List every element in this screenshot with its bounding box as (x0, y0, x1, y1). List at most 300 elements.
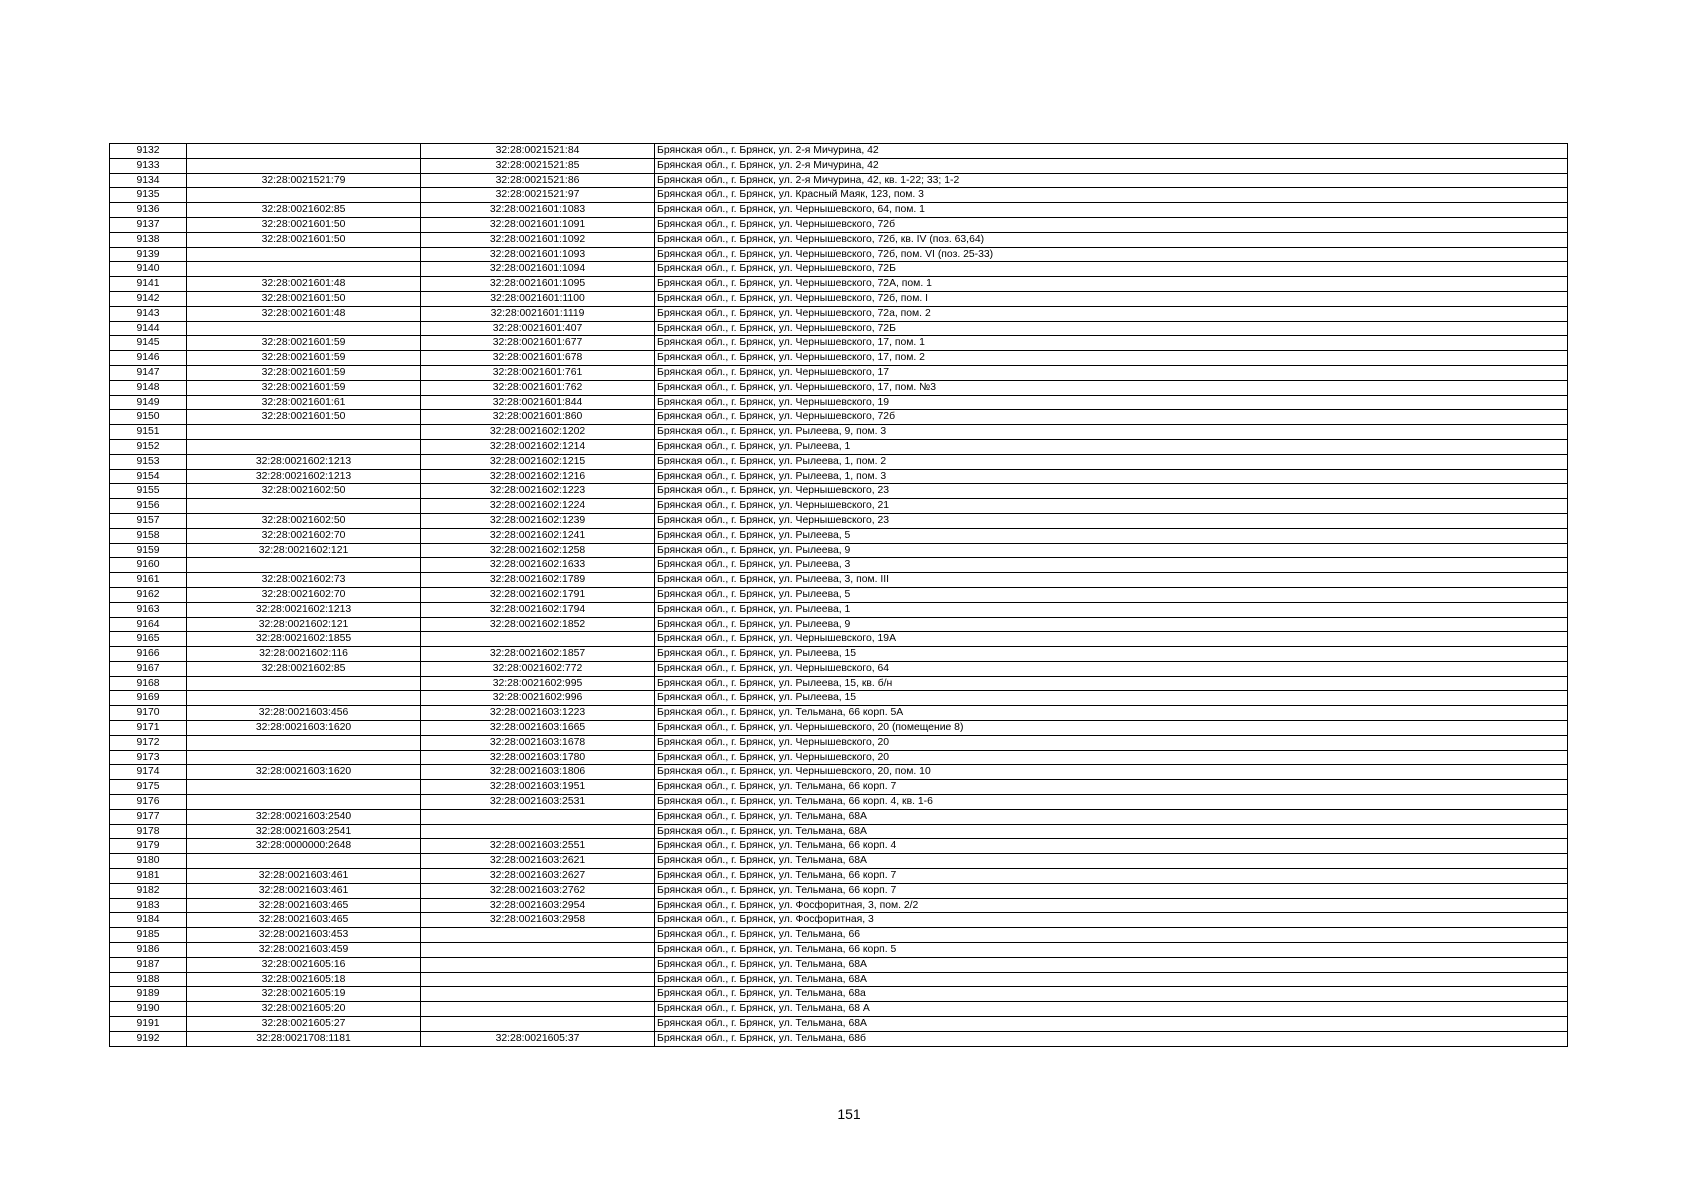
table-row (110, 721, 1568, 736)
cadastral-number-b-cell: 32:28:0021603:2762 (421, 883, 655, 898)
cadastral-number-a-cell: 32:28:0021603:459 (187, 943, 421, 958)
cadastral-number-a-cell (187, 735, 421, 750)
cadastral-number-a-cell: 32:28:0021602:73 (187, 573, 421, 588)
address-cell: Брянская обл., г. Брянск, ул. Чернышевского, 72б (655, 217, 1568, 232)
table-row (110, 395, 1568, 410)
table-row (110, 144, 1568, 159)
cadastral-number-b-cell (421, 943, 655, 958)
table-row (110, 1002, 1568, 1017)
row-number-cell: 9150 (110, 410, 187, 425)
table-row (110, 203, 1568, 218)
cadastral-number-b-cell: 32:28:0021603:2958 (421, 913, 655, 928)
address-cell: Брянская обл., г. Брянск, ул. Тельмана, 68А (655, 957, 1568, 972)
address-cell: Брянская обл., г. Брянск, ул. Тельмана, 68А (655, 972, 1568, 987)
row-number-cell: 9186 (110, 943, 187, 958)
address-cell: Брянская обл., г. Брянск, ул. Чернышевского, 72б, пом. I (655, 291, 1568, 306)
table-row (110, 484, 1568, 499)
cadastral-number-a-cell (187, 499, 421, 514)
row-number-cell: 9163 (110, 602, 187, 617)
cadastral-number-b-cell: 32:28:0021602:1216 (421, 469, 655, 484)
cadastral-number-a-cell: 32:28:0021603:465 (187, 913, 421, 928)
address-cell: Брянская обл., г. Брянск, ул. Чернышевского, 20 (655, 750, 1568, 765)
table-row (110, 277, 1568, 292)
address-cell: Брянская обл., г. Брянск, ул. Рылеева, 9, пом. 3 (655, 425, 1568, 440)
cadastral-number-b-cell: 32:28:0021602:995 (421, 676, 655, 691)
table-row (110, 188, 1568, 203)
cadastral-number-a-cell: 32:28:0021601:48 (187, 306, 421, 321)
cadastral-number-b-cell: 32:28:0021602:1789 (421, 573, 655, 588)
address-cell: Брянская обл., г. Брянск, ул. Чернышевского, 19 (655, 395, 1568, 410)
address-cell: Брянская обл., г. Брянск, ул. Чернышевского, 64 (655, 661, 1568, 676)
cadastral-number-b-cell: 32:28:0021601:844 (421, 395, 655, 410)
row-number-cell: 9156 (110, 499, 187, 514)
cadastral-number-b-cell (421, 972, 655, 987)
cadastral-number-a-cell: 32:28:0021602:1213 (187, 454, 421, 469)
row-number-cell: 9145 (110, 336, 187, 351)
cadastral-number-a-cell: 32:28:0021605:19 (187, 987, 421, 1002)
registry-table (109, 143, 1568, 1047)
row-number-cell: 9164 (110, 617, 187, 632)
table-row (110, 824, 1568, 839)
cadastral-number-b-cell: 32:28:0021603:2621 (421, 854, 655, 869)
registry-table-body (110, 144, 1568, 1047)
row-number-cell: 9175 (110, 780, 187, 795)
cadastral-number-a-cell: 32:28:0021601:59 (187, 380, 421, 395)
row-number-cell: 9135 (110, 188, 187, 203)
table-row (110, 839, 1568, 854)
cadastral-number-a-cell: 32:28:0021601:59 (187, 351, 421, 366)
cadastral-number-b-cell: 32:28:0021603:2531 (421, 795, 655, 810)
row-number-cell: 9141 (110, 277, 187, 292)
row-number-cell: 9173 (110, 750, 187, 765)
row-number-cell: 9153 (110, 454, 187, 469)
cadastral-number-a-cell: 32:28:0021602:1855 (187, 632, 421, 647)
table-row (110, 854, 1568, 869)
cadastral-number-b-cell: 32:28:0021601:762 (421, 380, 655, 395)
cadastral-number-b-cell: 32:28:0021603:1665 (421, 721, 655, 736)
row-number-cell: 9192 (110, 1031, 187, 1046)
address-cell: Брянская обл., г. Брянск, ул. Фосфоритная, 3 (655, 913, 1568, 928)
cadastral-number-a-cell: 32:28:0021601:50 (187, 410, 421, 425)
address-cell: Брянская обл., г. Брянск, ул. Рылеева, 5 (655, 587, 1568, 602)
table-row (110, 543, 1568, 558)
table-row (110, 957, 1568, 972)
table-row (110, 439, 1568, 454)
table-row (110, 661, 1568, 676)
row-number-cell: 9151 (110, 425, 187, 440)
cadastral-number-a-cell (187, 439, 421, 454)
row-number-cell: 9179 (110, 839, 187, 854)
row-number-cell: 9134 (110, 173, 187, 188)
row-number-cell: 9170 (110, 706, 187, 721)
table-row (110, 573, 1568, 588)
cadastral-number-a-cell: 32:28:0021603:2540 (187, 809, 421, 824)
cadastral-number-a-cell: 32:28:0021602:70 (187, 587, 421, 602)
cadastral-number-a-cell: 32:28:0021602:85 (187, 203, 421, 218)
row-number-cell: 9166 (110, 647, 187, 662)
table-row (110, 351, 1568, 366)
cadastral-number-a-cell: 32:28:0021603:453 (187, 928, 421, 943)
cadastral-number-a-cell: 32:28:0021603:461 (187, 869, 421, 884)
table-row (110, 558, 1568, 573)
address-cell: Брянская обл., г. Брянск, ул. Чернышевского, 20 (помещение 8) (655, 721, 1568, 736)
row-number-cell: 9169 (110, 691, 187, 706)
row-number-cell: 9189 (110, 987, 187, 1002)
cadastral-number-a-cell (187, 691, 421, 706)
address-cell: Брянская обл., г. Брянск, ул. Рылеева, 15 (655, 647, 1568, 662)
row-number-cell: 9142 (110, 291, 187, 306)
cadastral-number-a-cell (187, 247, 421, 262)
row-number-cell: 9147 (110, 365, 187, 380)
row-number-cell: 9140 (110, 262, 187, 277)
cadastral-number-b-cell: 32:28:0021601:1092 (421, 232, 655, 247)
cadastral-number-b-cell: 32:28:0021601:860 (421, 410, 655, 425)
cadastral-number-a-cell (187, 262, 421, 277)
cadastral-number-b-cell: 32:28:0021605:37 (421, 1031, 655, 1046)
table-row (110, 735, 1568, 750)
cadastral-number-a-cell (187, 795, 421, 810)
cadastral-number-b-cell: 32:28:0021602:1633 (421, 558, 655, 573)
row-number-cell: 9146 (110, 351, 187, 366)
row-number-cell: 9154 (110, 469, 187, 484)
page-number: 151 (837, 1106, 861, 1122)
cadastral-number-a-cell (187, 158, 421, 173)
address-cell: Брянская обл., г. Брянск, ул. Тельмана, 66 корп. 4 (655, 839, 1568, 854)
cadastral-number-b-cell: 32:28:0021602:1857 (421, 647, 655, 662)
cadastral-number-a-cell: 32:28:0021601:59 (187, 336, 421, 351)
table-row (110, 928, 1568, 943)
address-cell: Брянская обл., г. Брянск, ул. Рылеева, 3, пом. III (655, 573, 1568, 588)
cadastral-number-a-cell: 32:28:0021601:50 (187, 232, 421, 247)
address-cell: Брянская обл., г. Брянск, ул. Чернышевского, 72б, кв. IV (поз. 63,64) (655, 232, 1568, 247)
cadastral-number-b-cell (421, 809, 655, 824)
cadastral-number-b-cell: 32:28:0021601:1095 (421, 277, 655, 292)
address-cell: Брянская обл., г. Брянск, ул. Тельмана, 66 корп. 7 (655, 869, 1568, 884)
cadastral-number-a-cell: 32:28:0021601:59 (187, 365, 421, 380)
address-cell: Брянская обл., г. Брянск, ул. Чернышевского, 72а, пом. 2 (655, 306, 1568, 321)
cadastral-number-b-cell: 32:28:0021602:1239 (421, 513, 655, 528)
table-row (110, 336, 1568, 351)
row-number-cell: 9185 (110, 928, 187, 943)
cadastral-number-a-cell (187, 780, 421, 795)
row-number-cell: 9161 (110, 573, 187, 588)
cadastral-number-b-cell (421, 987, 655, 1002)
cadastral-number-b-cell: 32:28:0021603:1780 (421, 750, 655, 765)
address-cell: Брянская обл., г. Брянск, ул. Рылеева, 1 (655, 439, 1568, 454)
row-number-cell: 9184 (110, 913, 187, 928)
cadastral-number-a-cell: 32:28:0021601:48 (187, 277, 421, 292)
cadastral-number-b-cell: 32:28:0021521:84 (421, 144, 655, 159)
cadastral-number-a-cell: 32:28:0021605:20 (187, 1002, 421, 1017)
table-row (110, 691, 1568, 706)
cadastral-number-b-cell: 32:28:0021601:1100 (421, 291, 655, 306)
cadastral-number-b-cell: 32:28:0021601:677 (421, 336, 655, 351)
address-cell: Брянская обл., г. Брянск, ул. Рылеева, 1 (655, 602, 1568, 617)
cadastral-number-b-cell: 32:28:0021602:772 (421, 661, 655, 676)
cadastral-number-b-cell: 32:28:0021602:1852 (421, 617, 655, 632)
row-number-cell: 9177 (110, 809, 187, 824)
table-row (110, 217, 1568, 232)
cadastral-number-b-cell: 32:28:0021601:1093 (421, 247, 655, 262)
row-number-cell: 9165 (110, 632, 187, 647)
cadastral-number-a-cell (187, 321, 421, 336)
cadastral-number-a-cell: 32:28:0021603:465 (187, 898, 421, 913)
cadastral-number-b-cell: 32:28:0021602:1215 (421, 454, 655, 469)
table-row (110, 410, 1568, 425)
cadastral-number-a-cell (187, 750, 421, 765)
address-cell: Брянская обл., г. Брянск, ул. Рылеева, 1, пом. 3 (655, 469, 1568, 484)
row-number-cell: 9143 (110, 306, 187, 321)
address-cell: Брянская обл., г. Брянск, ул. 2-я Мичурина, 42, кв. 1-22; 33; 1-2 (655, 173, 1568, 188)
cadastral-number-a-cell: 32:28:0021602:1213 (187, 469, 421, 484)
row-number-cell: 9137 (110, 217, 187, 232)
cadastral-number-a-cell: 32:28:0021602:50 (187, 484, 421, 499)
row-number-cell: 9144 (110, 321, 187, 336)
address-cell: Брянская обл., г. Брянск, ул. Чернышевского, 21 (655, 499, 1568, 514)
table-row (110, 750, 1568, 765)
address-cell: Брянская обл., г. Брянск, ул. Тельмана, 68А (655, 1017, 1568, 1032)
cadastral-number-b-cell: 32:28:0021602:1241 (421, 528, 655, 543)
cadastral-number-b-cell: 32:28:0021603:1678 (421, 735, 655, 750)
cadastral-number-b-cell: 32:28:0021602:1214 (421, 439, 655, 454)
cadastral-number-a-cell (187, 425, 421, 440)
cadastral-number-b-cell: 32:28:0021601:1094 (421, 262, 655, 277)
cadastral-number-b-cell: 32:28:0021521:85 (421, 158, 655, 173)
cadastral-number-b-cell: 32:28:0021602:996 (421, 691, 655, 706)
address-cell: Брянская обл., г. Брянск, ул. Рылеева, 9 (655, 543, 1568, 558)
table-row (110, 1017, 1568, 1032)
row-number-cell: 9167 (110, 661, 187, 676)
address-cell: Брянская обл., г. Брянск, ул. Тельмана, 66 корп. 5А (655, 706, 1568, 721)
cadastral-number-b-cell: 32:28:0021601:761 (421, 365, 655, 380)
address-cell: Брянская обл., г. Брянск, ул. Рылеева, 1, пом. 2 (655, 454, 1568, 469)
cadastral-number-b-cell: 32:28:0021603:1951 (421, 780, 655, 795)
address-cell: Брянская обл., г. Брянск, ул. Тельмана, 68А (655, 854, 1568, 869)
table-row (110, 676, 1568, 691)
table-row (110, 321, 1568, 336)
cadastral-number-a-cell: 32:28:0021603:1620 (187, 721, 421, 736)
address-cell: Брянская обл., г. Брянск, ул. Чернышевского, 23 (655, 484, 1568, 499)
table-row (110, 883, 1568, 898)
table-row (110, 972, 1568, 987)
address-cell: Брянская обл., г. Брянск, ул. Тельмана, 68б (655, 1031, 1568, 1046)
address-cell: Брянская обл., г. Брянск, ул. Чернышевского, 64, пом. 1 (655, 203, 1568, 218)
row-number-cell: 9148 (110, 380, 187, 395)
cadastral-number-b-cell: 32:28:0021602:1791 (421, 587, 655, 602)
cadastral-number-b-cell: 32:28:0021603:1223 (421, 706, 655, 721)
cadastral-number-b-cell: 32:28:0021603:1806 (421, 765, 655, 780)
table-row (110, 291, 1568, 306)
table-row (110, 1031, 1568, 1046)
table-row (110, 528, 1568, 543)
row-number-cell: 9178 (110, 824, 187, 839)
table-row (110, 795, 1568, 810)
cadastral-number-a-cell: 32:28:0021708:1181 (187, 1031, 421, 1046)
cadastral-number-a-cell: 32:28:0021603:1620 (187, 765, 421, 780)
table-row (110, 913, 1568, 928)
cadastral-number-b-cell (421, 632, 655, 647)
address-cell: Брянская обл., г. Брянск, ул. Чернышевского, 20 (655, 735, 1568, 750)
row-number-cell: 9182 (110, 883, 187, 898)
cadastral-number-b-cell (421, 928, 655, 943)
row-number-cell: 9181 (110, 869, 187, 884)
table-row (110, 262, 1568, 277)
address-cell: Брянская обл., г. Брянск, ул. Чернышевского, 72б, пом. VI (поз. 25-33) (655, 247, 1568, 262)
row-number-cell: 9155 (110, 484, 187, 499)
row-number-cell: 9138 (110, 232, 187, 247)
cadastral-number-a-cell: 32:28:0021602:85 (187, 661, 421, 676)
address-cell: Брянская обл., г. Брянск, ул. Чернышевского, 17 (655, 365, 1568, 380)
table-row (110, 617, 1568, 632)
cadastral-number-b-cell: 32:28:0021601:678 (421, 351, 655, 366)
row-number-cell: 9176 (110, 795, 187, 810)
table-row (110, 380, 1568, 395)
table-row (110, 425, 1568, 440)
table-row (110, 158, 1568, 173)
address-cell: Брянская обл., г. Брянск, ул. Рылеева, 5 (655, 528, 1568, 543)
address-cell: Брянская обл., г. Брянск, ул. Тельмана, 68а (655, 987, 1568, 1002)
row-number-cell: 9183 (110, 898, 187, 913)
row-number-cell: 9133 (110, 158, 187, 173)
row-number-cell: 9172 (110, 735, 187, 750)
address-cell: Брянская обл., г. Брянск, ул. Рылеева, 15, кв. б/н (655, 676, 1568, 691)
table-row (110, 454, 1568, 469)
address-cell: Брянская обл., г. Брянск, ул. Тельмана, 66 корп. 5 (655, 943, 1568, 958)
cadastral-number-a-cell: 32:28:0021605:27 (187, 1017, 421, 1032)
address-cell: Брянская обл., г. Брянск, ул. Чернышевского, 72б (655, 410, 1568, 425)
table-row (110, 706, 1568, 721)
row-number-cell: 9174 (110, 765, 187, 780)
table-row (110, 469, 1568, 484)
cadastral-number-a-cell: 32:28:0021603:461 (187, 883, 421, 898)
table-row (110, 173, 1568, 188)
cadastral-number-a-cell (187, 144, 421, 159)
table-row (110, 898, 1568, 913)
address-cell: Брянская обл., г. Брянск, ул. Рылеева, 3 (655, 558, 1568, 573)
cadastral-number-b-cell (421, 824, 655, 839)
table-row (110, 306, 1568, 321)
address-cell: Брянская обл., г. Брянск, ул. Рылеева, 9 (655, 617, 1568, 632)
table-row (110, 987, 1568, 1002)
address-cell: Брянская обл., г. Брянск, ул. Тельмана, 66 корп. 7 (655, 883, 1568, 898)
table-row (110, 499, 1568, 514)
cadastral-number-a-cell (187, 188, 421, 203)
table-row (110, 232, 1568, 247)
cadastral-number-b-cell: 32:28:0021602:1223 (421, 484, 655, 499)
row-number-cell: 9168 (110, 676, 187, 691)
cadastral-number-a-cell: 32:28:0021602:121 (187, 617, 421, 632)
table-row (110, 869, 1568, 884)
row-number-cell: 9180 (110, 854, 187, 869)
cadastral-number-b-cell: 32:28:0021601:1119 (421, 306, 655, 321)
row-number-cell: 9139 (110, 247, 187, 262)
cadastral-number-b-cell: 32:28:0021601:1091 (421, 217, 655, 232)
address-cell: Брянская обл., г. Брянск, ул. Рылеева, 15 (655, 691, 1568, 706)
address-cell: Брянская обл., г. Брянск, ул. Тельмана, 66 корп. 4, кв. 1-6 (655, 795, 1568, 810)
row-number-cell: 9132 (110, 144, 187, 159)
table-row (110, 809, 1568, 824)
cadastral-number-b-cell: 32:28:0021603:2551 (421, 839, 655, 854)
cadastral-number-b-cell: 32:28:0021601:1083 (421, 203, 655, 218)
address-cell: Брянская обл., г. Брянск, ул. Тельмана, 68 А (655, 1002, 1568, 1017)
row-number-cell: 9159 (110, 543, 187, 558)
table-row (110, 647, 1568, 662)
row-number-cell: 9152 (110, 439, 187, 454)
cadastral-number-b-cell (421, 957, 655, 972)
cadastral-number-a-cell: 32:28:0021601:50 (187, 217, 421, 232)
cadastral-number-a-cell (187, 854, 421, 869)
cadastral-number-b-cell: 32:28:0021602:1258 (421, 543, 655, 558)
cadastral-number-b-cell: 32:28:0021602:1224 (421, 499, 655, 514)
cadastral-number-a-cell: 32:28:0021603:456 (187, 706, 421, 721)
address-cell: Брянская обл., г. Брянск, ул. 2-я Мичурина, 42 (655, 144, 1568, 159)
cadastral-number-a-cell: 32:28:0021601:50 (187, 291, 421, 306)
cadastral-number-a-cell: 32:28:0021602:121 (187, 543, 421, 558)
table-row (110, 632, 1568, 647)
cadastral-number-a-cell: 32:28:0021602:1213 (187, 602, 421, 617)
cadastral-number-b-cell: 32:28:0021521:86 (421, 173, 655, 188)
row-number-cell: 9157 (110, 513, 187, 528)
row-number-cell: 9188 (110, 972, 187, 987)
address-cell: Брянская обл., г. Брянск, ул. Тельмана, 66 (655, 928, 1568, 943)
cadastral-number-a-cell: 32:28:0021605:18 (187, 972, 421, 987)
row-number-cell: 9187 (110, 957, 187, 972)
cadastral-number-b-cell: 32:28:0021521:97 (421, 188, 655, 203)
cadastral-number-b-cell: 32:28:0021602:1794 (421, 602, 655, 617)
cadastral-number-b-cell (421, 1002, 655, 1017)
table-row (110, 587, 1568, 602)
address-cell: Брянская обл., г. Брянск, ул. Красный Маяк, 123, пом. 3 (655, 188, 1568, 203)
row-number-cell: 9160 (110, 558, 187, 573)
address-cell: Брянская обл., г. Брянск, ул. Тельмана, 68А (655, 809, 1568, 824)
cadastral-number-b-cell: 32:28:0021601:407 (421, 321, 655, 336)
address-cell: Брянская обл., г. Брянск, ул. Чернышевского, 17, пом. №3 (655, 380, 1568, 395)
cadastral-number-a-cell (187, 558, 421, 573)
table-row (110, 765, 1568, 780)
address-cell: Брянская обл., г. Брянск, ул. Чернышевского, 19А (655, 632, 1568, 647)
address-cell: Брянская обл., г. Брянск, ул. Тельмана, 66 корп. 7 (655, 780, 1568, 795)
table-row (110, 365, 1568, 380)
cadastral-number-a-cell: 32:28:0021521:79 (187, 173, 421, 188)
table-row (110, 513, 1568, 528)
cadastral-number-a-cell: 32:28:0021605:16 (187, 957, 421, 972)
address-cell: Брянская обл., г. Брянск, ул. Тельмана, 68А (655, 824, 1568, 839)
cadastral-number-a-cell (187, 676, 421, 691)
address-cell: Брянская обл., г. Брянск, ул. Чернышевского, 72Б (655, 321, 1568, 336)
table-row (110, 780, 1568, 795)
address-cell: Брянская обл., г. Брянск, ул. Чернышевского, 17, пом. 1 (655, 336, 1568, 351)
cadastral-number-b-cell: 32:28:0021602:1202 (421, 425, 655, 440)
address-cell: Брянская обл., г. Брянск, ул. Фосфоритная, 3, пом. 2/2 (655, 898, 1568, 913)
address-cell: Брянская обл., г. Брянск, ул. 2-я Мичурина, 42 (655, 158, 1568, 173)
row-number-cell: 9171 (110, 721, 187, 736)
table-row (110, 247, 1568, 262)
address-cell: Брянская обл., г. Брянск, ул. Чернышевского, 72Б (655, 262, 1568, 277)
cadastral-number-a-cell: 32:28:0021602:116 (187, 647, 421, 662)
address-cell: Брянская обл., г. Брянск, ул. Чернышевского, 20, пом. 10 (655, 765, 1568, 780)
cadastral-number-b-cell: 32:28:0021603:2954 (421, 898, 655, 913)
cadastral-number-a-cell: 32:28:0000000:2648 (187, 839, 421, 854)
row-number-cell: 9190 (110, 1002, 187, 1017)
cadastral-number-b-cell: 32:28:0021603:2627 (421, 869, 655, 884)
row-number-cell: 9136 (110, 203, 187, 218)
table-row (110, 943, 1568, 958)
cadastral-number-a-cell: 32:28:0021602:50 (187, 513, 421, 528)
cadastral-number-a-cell: 32:28:0021603:2541 (187, 824, 421, 839)
cadastral-number-b-cell (421, 1017, 655, 1032)
row-number-cell: 9191 (110, 1017, 187, 1032)
row-number-cell: 9158 (110, 528, 187, 543)
